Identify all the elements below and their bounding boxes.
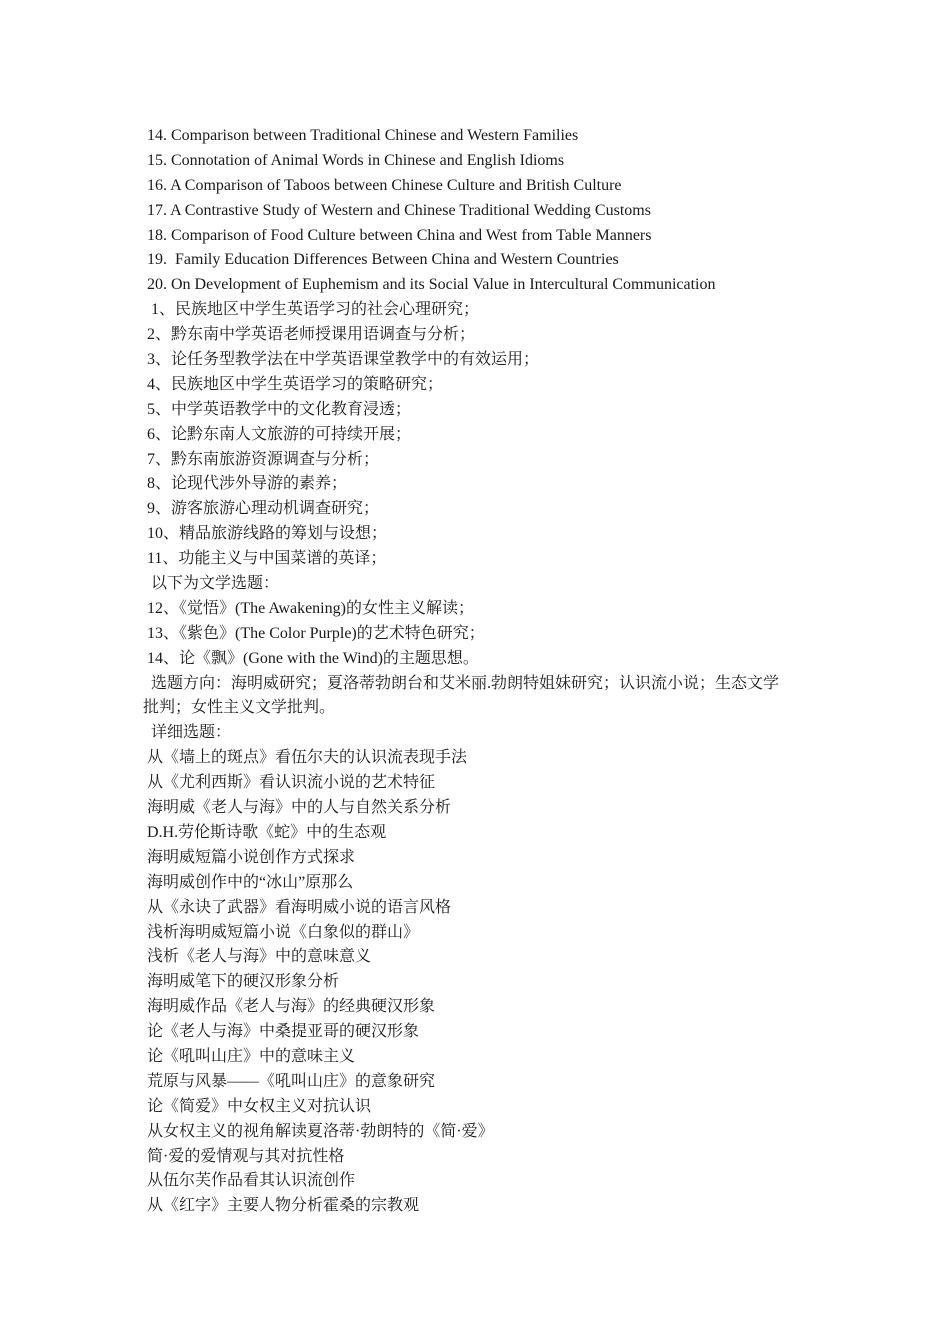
text-line: 海明威创作中的“冰山”原那么	[147, 873, 354, 891]
text-line: 海明威《老人与海》中的人与自然关系分析	[147, 799, 452, 817]
text-line: 从《红字》主要人物分析霍桑的宗教观	[147, 1197, 420, 1215]
text-line: 论《吼叫山庄》中的意味主义	[147, 1047, 356, 1065]
text-line: 海明威笔下的硬汉形象分析	[147, 973, 340, 991]
text-line: 浅析《老人与海》中的意味意义	[147, 948, 372, 966]
text-line: 16. A Comparison of Taboos between Chinese Culture and British Culture	[147, 176, 622, 194]
text-line: 20. On Development of Euphemism and its Social Value in Intercultural Communication	[147, 276, 716, 294]
text-line: 从女权主义的视角解读夏洛蒂·勃朗特的《简·爱》	[147, 1122, 494, 1140]
text-line: 7、黔东南旅游资源调查与分析；	[147, 450, 380, 468]
text-line: 论《老人与海》中桑提亚哥的硬汉形象	[147, 1023, 420, 1041]
text-line: 从《尤利西斯》看认识流小说的艺术特征	[147, 774, 436, 792]
direction-paragraph-line2: 批判；女性主义文学批判。	[143, 699, 336, 717]
text-line: 13、《紫色》(The Color Purple)的艺术特色研究；	[147, 624, 485, 642]
text-line: 4、民族地区中学生英语学习的策略研究；	[147, 375, 444, 393]
text-line: 海明威短篇小说创作方式探求	[147, 848, 356, 866]
text-line: 从《墙上的斑点》看伍尔夫的认识流表现手法	[147, 749, 468, 767]
text-line: 19. Family Education Differences Between China and Western Countries	[147, 251, 619, 269]
document-body	[143, 124, 817, 1219]
section-heading: 以下为文学选题：	[147, 575, 280, 593]
text-line: 荒原与风暴——《吼叫山庄》的意象研究	[147, 1072, 436, 1090]
text-line: 简·爱的爱情观与其对抗性格	[147, 1147, 345, 1165]
text-line: 18. Comparison of Food Culture between China and West from Table Manners	[147, 226, 652, 244]
text-line: 14、论《飘》(Gone with the Wind)的主题思想。	[147, 649, 479, 667]
section-heading: 详细选题：	[147, 724, 232, 742]
text-line: 2、黔东南中学英语老师授课用语调查与分析；	[147, 326, 476, 344]
text-line: 6、论黔东南人文旅游的可持续开展；	[147, 425, 412, 443]
text-line: 11、功能主义与中国菜谱的英译；	[147, 550, 387, 568]
text-line: 5、中学英语教学中的文化教育浸透；	[147, 400, 412, 418]
text-line: 17. A Contrastive Study of Western and Chinese Traditional Wedding Customs	[147, 201, 651, 219]
text-line: 浅析海明威短篇小说《白象似的群山》	[147, 923, 420, 941]
text-line: 论《简爱》中女权主义对抗认识	[147, 1097, 372, 1115]
text-line: 8、论现代涉外导游的素养；	[147, 475, 348, 493]
text-line: 15. Connotation of Animal Words in Chinese and English Idioms	[147, 151, 565, 169]
text-line: 1、民族地区中学生英语学习的社会心理研究；	[147, 301, 480, 319]
text-line: 从伍尔芙作品看其认识流创作	[147, 1172, 356, 1190]
text-line: 9、游客旅游心理动机调查研究；	[147, 500, 380, 518]
text-line: 3、论任务型教学法在中学英语课堂教学中的有效运用；	[147, 351, 540, 369]
direction-paragraph-line1: 选题方向：海明威研究；夏洛蒂勃朗台和艾米丽.勃朗特姐妹研究；认识流小说；生态文学	[147, 674, 780, 692]
text-line: 海明威作品《老人与海》的经典硬汉形象	[147, 998, 436, 1016]
text-line: 14. Comparison between Traditional Chinese and Western Families	[147, 127, 579, 144]
text-line: 从《永诀了武器》看海明威小说的语言风格	[147, 898, 452, 916]
text-line: 10、精品旅游线路的筹划与设想；	[147, 525, 388, 543]
text-line: D.H.劳伦斯诗歌《蛇》中的生态观	[147, 823, 387, 841]
text-line: 12、《觉悟》(The Awakening)的女性主义解读；	[147, 599, 474, 617]
